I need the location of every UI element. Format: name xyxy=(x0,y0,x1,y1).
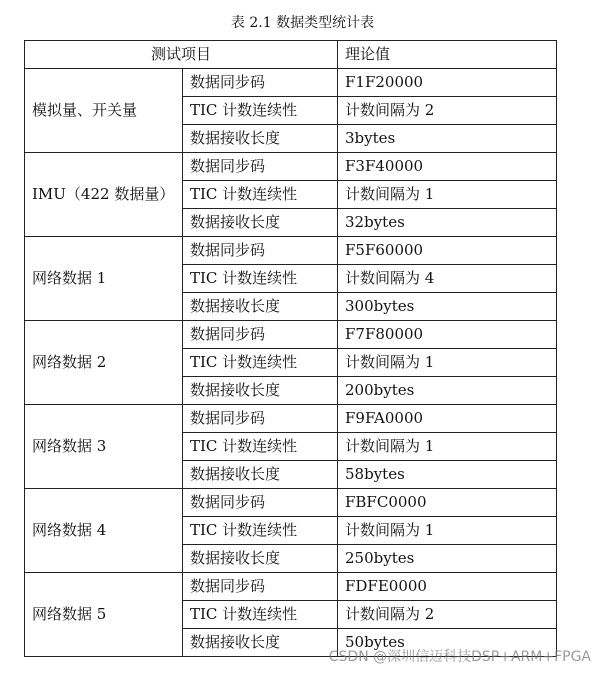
table-row xyxy=(25,405,557,433)
row-value: 计数间隔为 2 xyxy=(338,97,557,125)
row-label: 数据接收长度 xyxy=(183,377,338,405)
row-value: 58bytes xyxy=(338,461,557,489)
row-value: 200bytes xyxy=(338,377,557,405)
row-label: 数据接收长度 xyxy=(183,209,338,237)
row-value: 计数间隔为 2 xyxy=(338,601,557,629)
row-value: 计数间隔为 1 xyxy=(338,181,557,209)
row-label: 数据接收长度 xyxy=(183,461,338,489)
row-label: TIC 计数连续性 xyxy=(183,349,338,377)
row-label: 数据同步码 xyxy=(183,69,338,97)
row-label: 数据同步码 xyxy=(183,237,338,265)
row-value: F3F40000 xyxy=(338,153,557,181)
table-row xyxy=(25,237,557,265)
row-value: 50bytes xyxy=(338,629,557,657)
row-value: F1F20000 xyxy=(338,69,557,97)
row-label: 数据同步码 xyxy=(183,489,338,517)
row-value: F5F60000 xyxy=(338,237,557,265)
table-row xyxy=(25,321,557,349)
row-label: 数据接收长度 xyxy=(183,125,338,153)
row-label: 数据接收长度 xyxy=(183,629,338,657)
row-label: 数据接收长度 xyxy=(183,293,338,321)
row-value: FDFE0000 xyxy=(338,573,557,601)
group-name: IMU（422 数据量） xyxy=(25,153,183,237)
group-name: 网络数据 1 xyxy=(25,237,183,321)
row-value: F7F80000 xyxy=(338,321,557,349)
row-value: 3bytes xyxy=(338,125,557,153)
group-name: 网络数据 4 xyxy=(25,489,183,573)
group-name: 网络数据 5 xyxy=(25,573,183,657)
watermark-text: CSDN @深圳信迈科技DSP+ARM+FPGA xyxy=(328,649,591,665)
row-value: 计数间隔为 1 xyxy=(338,433,557,461)
row-label: 数据同步码 xyxy=(183,153,338,181)
row-value: 32bytes xyxy=(338,209,557,237)
data-type-table xyxy=(24,40,557,657)
row-label: 数据接收长度 xyxy=(183,545,338,573)
table-row xyxy=(25,69,557,97)
row-value: 300bytes xyxy=(338,293,557,321)
row-label: TIC 计数连续性 xyxy=(183,265,338,293)
row-value: F9FA0000 xyxy=(338,405,557,433)
header-test-item: 测试项目 xyxy=(25,41,338,69)
row-value: 计数间隔为 1 xyxy=(338,349,557,377)
row-value: FBFC0000 xyxy=(338,489,557,517)
row-value: 250bytes xyxy=(338,545,557,573)
row-value: 计数间隔为 4 xyxy=(338,265,557,293)
group-name: 模拟量、开关量 xyxy=(25,69,183,153)
header-theoretical-value: 理论值 xyxy=(338,41,557,69)
table-caption: 表 2.1 数据类型统计表 xyxy=(230,15,375,31)
table-row xyxy=(25,573,557,601)
table-header-row xyxy=(25,41,557,69)
row-value: 计数间隔为 1 xyxy=(338,517,557,545)
group-name: 网络数据 3 xyxy=(25,405,183,489)
row-label: TIC 计数连续性 xyxy=(183,181,338,209)
row-label: TIC 计数连续性 xyxy=(183,433,338,461)
row-label: TIC 计数连续性 xyxy=(183,97,338,125)
row-label: 数据同步码 xyxy=(183,321,338,349)
group-name: 网络数据 2 xyxy=(25,321,183,405)
row-label: TIC 计数连续性 xyxy=(183,517,338,545)
table-row xyxy=(25,153,557,181)
row-label: 数据同步码 xyxy=(183,405,338,433)
table-row xyxy=(25,489,557,517)
row-label: 数据同步码 xyxy=(183,573,338,601)
row-label: TIC 计数连续性 xyxy=(183,601,338,629)
